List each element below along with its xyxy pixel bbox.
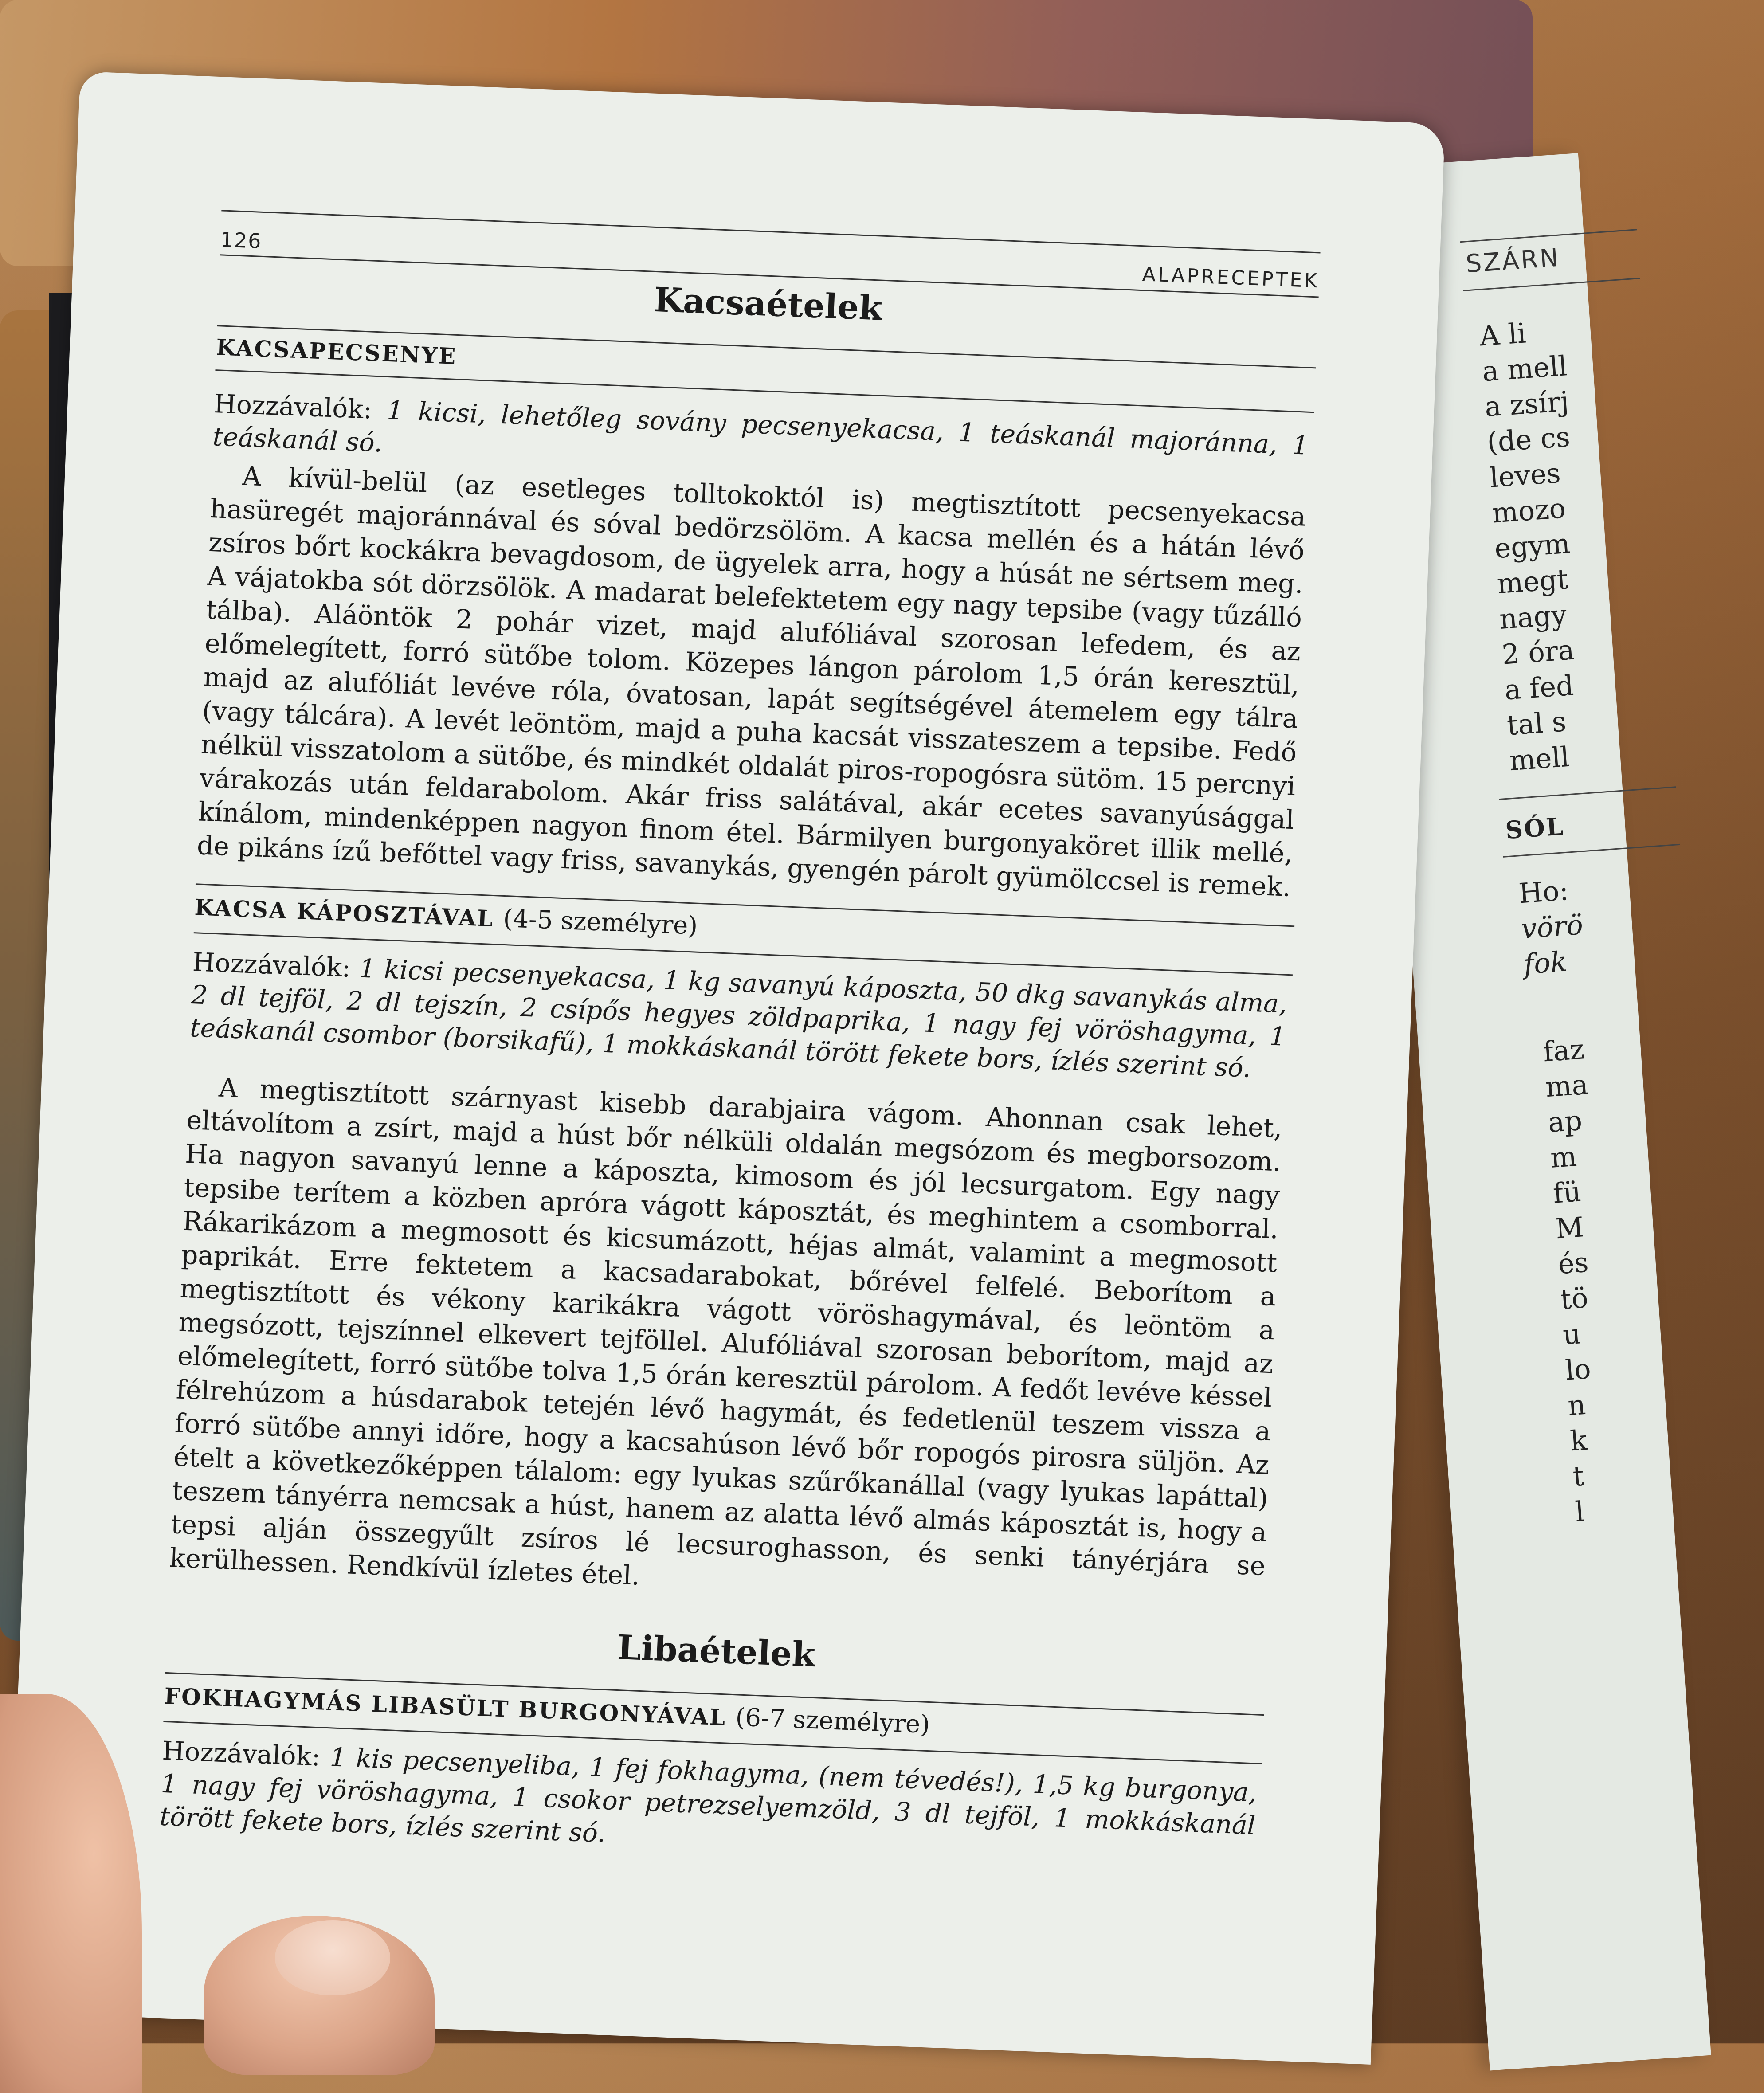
recipe-body-kacsapecsenye: A kívül-belül (az esetleges tolltokoktól is) megtisztított pecsenyekacsa hasüregét majoránnával és sóval bedörzsölöm. A kacsa mellén és a hátán lévő zsíros bőrt kockákra bevagdosom, de ügyelek arra, hogy a húsát ne sértsem meg. A vájatokba sót dörzsölök. A madarat belefektetem egy nagy tepsibe (vagy tűzálló tálba). Aláöntök 2 pohár vizet, majd alufóliával szorosan lefedem, és az előmelegített, forró sütőbe tolom. Közepes lángon párolom 1,5 órán keresztül, majd az alufóliát levéve róla, óvatosan, lapát segítségével átemelem egy tálra (vagy tálcára). A levét leöntöm, majd a puha kacsát visszateszem a tepsibe. Fedő nélkül visszatolom a sütőbe, és mindkét oldalát piros-ropogósra sütöm. 15 percnyi várakozás után feldarabolom. Akár friss salátával, akár ecetes savanyúsággal kínálom, mindenképpen nagyon finom étel. Bármilyen burgonyaköret illik mellé, de pikáns ízű befőttel vagy friss, savanykás, gyengén párolt gyümölccsel is remek. <box>196 460 1306 902</box>
right-fragment: fü <box>1552 1175 1582 1210</box>
ingredients-list: 1 kicsi, lehetőleg sovány pecsenyekacsa, 1 teáskanál majoránna, 1 teáskanál só. <box>212 395 1309 461</box>
ingredients-label: Hozzávalók: <box>213 388 373 425</box>
ingredients-list: 1 kicsi pecsenyekacsa, 1 kg savanyú káposzta, 50 dkg savanykás alma, 2 dl tejföl, 2 dl tejszín, 2 csípős hegyes zöldpaprika, 1 nagy fej vöröshagyma, 1 teáskanál csombor (borsikafű), 1 mokkáskanál törött fekete bors, ízlés szerint só. <box>189 953 1288 1083</box>
recipe-title-fokhagymas-libasult <box>164 1681 930 1739</box>
recipe-body-kacsa-kaposztaval: A megtisztított szárnyast kisebb darabjaira vágom. Ahonnan csak lehet, eltávolítom a zsírt, majd a húst bőr nélküli oldalán megsózom és megborsozom. Ha nagyon savanyú lenne a káposzta, kimosom és jól lecsurgatom. Egy nagy tepsibe terítem a közben apróra vágott káposztát, és meghintem a csomborral. Rákarikázom a megmosott és kicsumázott, héjas almát, valamint a megmosott paprikát. Erre fektetem a kacsadarabokat, bőrével felfelé. Beborítom a megtisztított és vékony karikákra vágott vöröshagymával, és leöntöm a megsózott, tejszínnel elkevert tejföllel. Alufóliával szorosan beborítom, majd az előmelegített, forró sütőbe tolva 1,5 órán keresztül párolom. A fedőt levéve késsel félrehúzom a húsdarabok tetején lévő hagymát, és fedetlenül teszem vissza a forró sütőbe annyi időre, hogy a kacsahúson lévő bőr ropogós pirosra süljön. Az ételt a következőképpen tálalom: egy lyukas szűrőkanállal (vagy lyukas lapáttal) teszem tányérra nemcsak a húst, hanem az alatta lévő almás káposztát is, hogy a tepsi alján összegyűlt zsíros lé lecsuroghasson, és senki tányérjára se kerülhessen. Rendkívül ízletes étel. <box>169 1072 1283 1591</box>
right-fragment: (de cs <box>1486 420 1571 459</box>
recipe-title-kacsapecsenye <box>216 334 457 369</box>
ingredients-label: Hozzávalók: <box>192 947 351 983</box>
right-fragment: m <box>1549 1140 1578 1174</box>
right-fragment: mell <box>1508 740 1571 777</box>
right-fragment: l <box>1574 1495 1585 1528</box>
ingredients-label: Hozzávalók: <box>161 1735 321 1772</box>
right-fragment: n <box>1567 1388 1587 1422</box>
right-fragment: M <box>1554 1211 1585 1245</box>
right-fragment: faz <box>1542 1033 1585 1068</box>
ingredients-fokhagymas-libasult <box>159 1734 1258 1875</box>
right-fragment: tö <box>1559 1281 1589 1316</box>
right-fragment: ap <box>1547 1104 1584 1139</box>
ingredients-kacsa-kaposztaval <box>189 945 1288 1086</box>
recipe-title-text: FOKHAGYMÁS LIBASÜLT BURGONYÁVAL <box>164 1682 727 1731</box>
right-section-fragment: SÓL <box>1504 812 1565 845</box>
section-title-goose: Libaételek <box>616 1627 816 1675</box>
thumbnail <box>275 1920 390 1995</box>
book-page <box>6 71 1445 2065</box>
right-fragment: k <box>1569 1423 1588 1458</box>
right-rule <box>1463 278 1640 291</box>
right-running-head: SZÁRN <box>1465 243 1561 279</box>
right-fragment: egym <box>1493 527 1571 565</box>
right-fragment: lo <box>1564 1352 1592 1387</box>
right-fragment: u <box>1562 1317 1582 1351</box>
right-fragment: és <box>1556 1246 1590 1281</box>
recipe-servings: (6-7 személyre) <box>735 1703 931 1740</box>
right-rule <box>1503 844 1680 858</box>
right-fragment: Ho: <box>1517 874 1570 910</box>
right-fragment: A li <box>1478 317 1527 353</box>
right-fragment: nagy <box>1498 598 1568 635</box>
right-rule <box>1460 229 1637 243</box>
right-fragment: ma <box>1544 1068 1589 1104</box>
right-fragment: fok <box>1522 945 1568 981</box>
recipe-title-text: KACSAPECSENYE <box>216 334 458 369</box>
page-number: 126 <box>220 227 263 253</box>
ingredients-list: 1 kis pecsenyeliba, 1 fej fokhagyma, (nem tévedés!), 1,5 kg burgonya, 1 nagy fej vöröshagyma, 1 csokor petrezselyemzöld, 3 dl tejföl, 1 mokkáskanál törött fekete bors, ízlés szerint só. <box>159 1742 1258 1849</box>
right-rule <box>1499 786 1676 800</box>
recipe-servings: (4-5 személyre) <box>502 904 698 941</box>
right-fragment: t <box>1572 1459 1585 1493</box>
right-fragment: a fed <box>1503 669 1575 706</box>
right-fragment: tal s <box>1505 705 1567 742</box>
right-fragment: megt <box>1496 563 1569 600</box>
right-fragment: a mell <box>1481 349 1568 388</box>
recipe-title-text: KACSA KÁPOSZTÁVAL <box>194 894 495 932</box>
right-fragment: mozo <box>1491 492 1567 529</box>
section-title-duck: Kacsaételek <box>653 279 883 328</box>
right-fragment: vörö <box>1520 908 1584 945</box>
right-fragment: leves <box>1488 456 1562 494</box>
right-fragment: 2 óra <box>1501 633 1576 671</box>
right-fragment: a zsírj <box>1483 385 1570 423</box>
running-head: ALAPRECEPTEK <box>1142 263 1320 293</box>
